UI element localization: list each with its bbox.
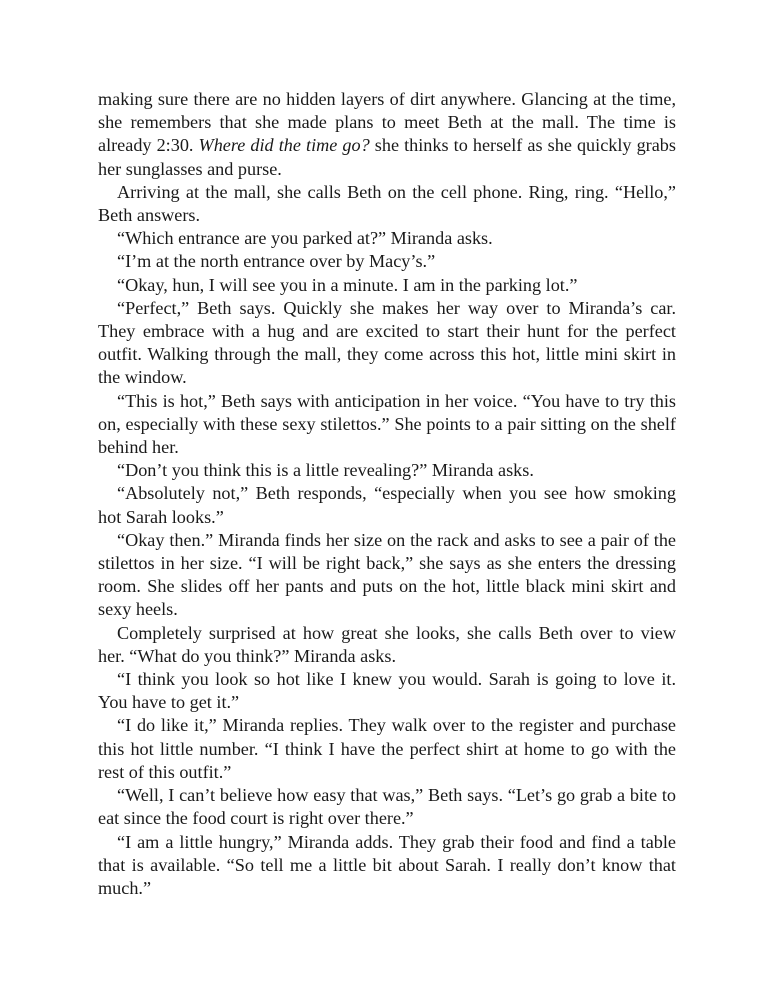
- paragraph-text: “This is hot,” Beth says with anticipation in her voice. “You have to try this on, especially with these sexy stilettos.” She points to a pair sitting on the shelf behind her.: [98, 390, 676, 458]
- paragraph-text: “Don’t you think this is a little revealing?” Miranda asks.: [117, 460, 534, 481]
- paragraph-text: “Well, I can’t believe how easy that was,” Beth says. “Let’s go grab a bite to eat since the food court is right over there.”: [98, 785, 676, 829]
- paragraph: [98, 714, 676, 784]
- paragraph-text: making sure there are no hidden layers of dirt anywhere. Glancing at the time, she remembers that she made plans to meet Beth at the mall. The time is already 2:30.: [98, 89, 676, 156]
- paragraph: [98, 784, 676, 830]
- paragraph: [98, 668, 676, 714]
- paragraph-text: “Okay, hun, I will see you in a minute. I am in the parking lot.”: [117, 274, 578, 295]
- paragraph: [98, 831, 676, 901]
- paragraph-text: “Which entrance are you parked at?” Miranda asks.: [117, 228, 493, 249]
- paragraph-text: “I think you look so hot like I knew you would. Sarah is going to love it. You have to get it.”: [98, 669, 676, 713]
- paragraph-text: Completely surprised at how great she looks, she calls Beth over to view her. “What do you think?” Miranda asks.: [98, 622, 676, 666]
- paragraph: [98, 459, 676, 482]
- paragraph-text: “Okay then.” Miranda finds her size on the rack and asks to see a pair of the stilettos in her size. “I will be right back,” she says as she enters the dressing room. She slides off her pants and puts on the hot, little black mini skirt and sexy heels.: [98, 529, 676, 620]
- paragraph-text: “Absolutely not,” Beth responds, “especially when you see how smoking hot Sarah looks.”: [98, 483, 676, 527]
- paragraph-text: “Perfect,” Beth says. Quickly she makes her way over to Miranda’s car. They embrace with a hug and are excited to start their hunt for the perfect outfit. Walking through the mall, they come across this hot, little mini skirt in the window.: [98, 297, 676, 388]
- paragraph: [98, 250, 676, 273]
- paragraph-text: she thinks to herself as she quickly grabs her sunglasses and purse.: [98, 135, 676, 179]
- paragraph: [98, 227, 676, 250]
- paragraph-text: Arriving at the mall, she calls Beth on the cell phone. Ring, ring. “Hello,” Beth answers.: [98, 181, 676, 226]
- paragraph: [98, 390, 676, 460]
- paragraph-text: “I do like it,” Miranda replies. They walk over to the register and purchase this hot little number. “I think I have the perfect shirt at home to go with the rest of this outfit.”: [98, 715, 676, 782]
- book-page-body: [98, 88, 676, 900]
- paragraph: [98, 181, 676, 227]
- paragraph-text: “I am a little hungry,” Miranda adds. They grab their food and find a table that is available. “So tell me a little bit about Sarah. I really don’t know that much.”: [98, 831, 676, 898]
- paragraph: [98, 529, 676, 622]
- italic-thought-text: Where did the time go?: [198, 135, 370, 156]
- paragraph: [98, 482, 676, 528]
- paragraph-text: “I’m at the north entrance over by Macy’s.”: [117, 251, 436, 272]
- paragraph: [98, 274, 676, 297]
- paragraph: [98, 88, 676, 181]
- paragraph: [98, 297, 676, 390]
- paragraph: [98, 622, 676, 668]
